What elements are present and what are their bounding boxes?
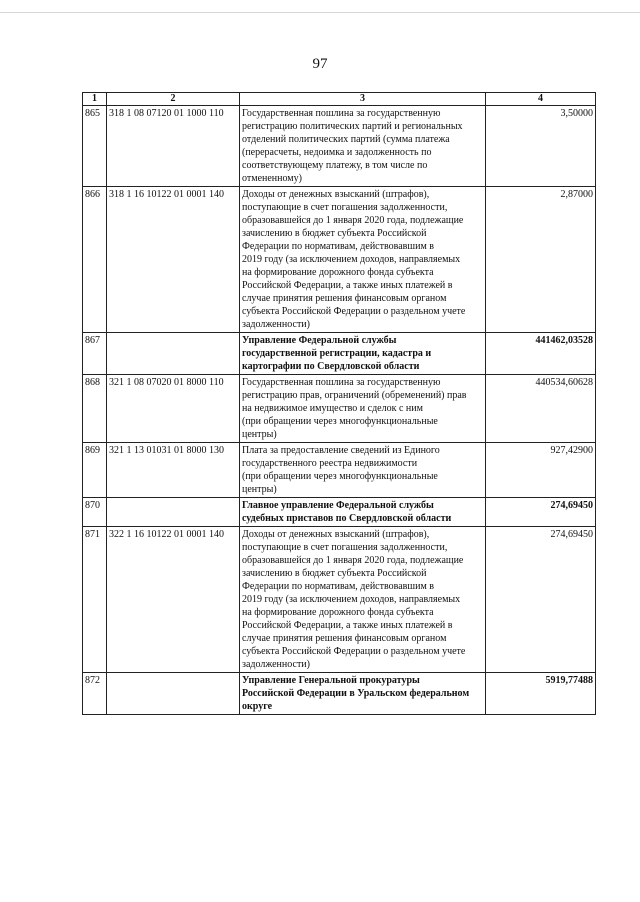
table-row <box>83 498 596 527</box>
budget-code <box>107 498 240 527</box>
row-amount: 2,87000 <box>486 187 596 333</box>
description-line: Управление Федеральной службы <box>242 335 397 346</box>
budget-table <box>82 92 596 715</box>
row-number: 866 <box>83 187 107 333</box>
description-line: зачислению в бюджет субъекта Российской <box>242 228 427 239</box>
budget-code: 321 1 13 01031 01 8000 130 <box>107 443 240 498</box>
header-row <box>83 93 596 106</box>
description-line: случае принятия решения финансовым органом <box>242 633 447 644</box>
scan-edge-line <box>0 12 640 13</box>
column-header-2: 2 <box>107 93 240 106</box>
row-description <box>240 498 486 527</box>
description-line: Плата за предоставление сведений из Единого <box>242 445 440 456</box>
row-amount: 274,69450 <box>486 527 596 673</box>
description-line: случае принятия решения финансовым органом <box>242 293 447 304</box>
description-line: соответствующему платежу, в том числе по <box>242 160 428 171</box>
table-row <box>83 443 596 498</box>
row-amount: 274,69450 <box>486 498 596 527</box>
row-amount: 927,42900 <box>486 443 596 498</box>
row-number: 865 <box>83 106 107 187</box>
table-row <box>83 673 596 715</box>
table-body <box>83 106 596 715</box>
description-line: Управление Генеральной прокуратуры <box>242 675 420 686</box>
table-row <box>83 375 596 443</box>
row-amount: 3,50000 <box>486 106 596 187</box>
budget-code: 322 1 16 10122 01 0001 140 <box>107 527 240 673</box>
row-description <box>240 527 486 673</box>
description-line: Российской Федерации, а также иных платежей в <box>242 620 453 631</box>
description-line: (при обращении через многофункциональные <box>242 416 438 427</box>
row-number: 871 <box>83 527 107 673</box>
description-line: государственного реестра недвижимости <box>242 458 418 469</box>
description-line: субъекта Российской Федерации о раздельном учете <box>242 646 466 657</box>
description-line: регистрацию политических партий и региональных <box>242 121 463 132</box>
description-line: зачислению в бюджет субъекта Российской <box>242 568 427 579</box>
description-line: задолженности) <box>242 319 310 330</box>
description-line: государственной регистрации, кадастра и <box>242 348 432 359</box>
row-number: 867 <box>83 333 107 375</box>
row-amount: 441462,03528 <box>486 333 596 375</box>
row-description <box>240 187 486 333</box>
description-line: отделений политических партий (сумма платежа <box>242 134 450 145</box>
description-line: округе <box>242 701 273 712</box>
description-line: Доходы от денежных взысканий (штрафов), <box>242 189 430 200</box>
description-line: Государственная пошлина за государственную <box>242 377 441 388</box>
description-line: поступающие в счет погашения задолженности, <box>242 542 448 553</box>
budget-code <box>107 333 240 375</box>
description-line: (при обращении через многофункциональные <box>242 471 438 482</box>
table-row <box>83 106 596 187</box>
row-amount: 440534,60628 <box>486 375 596 443</box>
row-number: 870 <box>83 498 107 527</box>
description-line: Российской Федерации, а также иных платежей в <box>242 280 453 291</box>
description-line: центры) <box>242 429 277 440</box>
description-line: на недвижимое имущество и сделок с ним <box>242 403 423 414</box>
row-description <box>240 333 486 375</box>
budget-code: 318 1 16 10122 01 0001 140 <box>107 187 240 333</box>
description-line: Государственная пошлина за государственную <box>242 108 441 119</box>
description-line: регистрацию прав, ограничений (обременений) прав <box>242 390 467 401</box>
description-line: образовавшейся до 1 января 2020 года, подлежащие <box>242 215 464 226</box>
description-line: образовавшейся до 1 января 2020 года, подлежащие <box>242 555 464 566</box>
page-number: 97 <box>312 56 328 72</box>
row-description <box>240 443 486 498</box>
description-line: судебных приставов по Свердловской области <box>242 513 452 524</box>
description-line: (перерасчеты, недоимка и задолженность по <box>242 147 432 158</box>
table-row <box>83 333 596 375</box>
row-number: 872 <box>83 673 107 715</box>
description-line: на формирование дорожного фонда субъекта <box>242 607 434 618</box>
description-line: поступающие в счет погашения задолженности, <box>242 202 448 213</box>
column-header-4: 4 <box>486 93 596 106</box>
budget-code: 321 1 08 07020 01 8000 110 <box>107 375 240 443</box>
description-line: Доходы от денежных взысканий (штрафов), <box>242 529 430 540</box>
description-line: Российской Федерации в Уральском федеральном <box>242 688 470 699</box>
description-line: Главное управление Федеральной службы <box>242 500 434 511</box>
row-description <box>240 106 486 187</box>
row-number: 868 <box>83 375 107 443</box>
column-header-3: 3 <box>240 93 486 106</box>
description-line: Федерации по нормативам, действовавшим в <box>242 581 434 592</box>
description-line: задолженности) <box>242 659 310 670</box>
column-header-1: 1 <box>83 93 107 106</box>
row-description <box>240 673 486 715</box>
table-row <box>83 527 596 673</box>
description-line: субъекта Российской Федерации о раздельном учете <box>242 306 466 317</box>
description-line: на формирование дорожного фонда субъекта <box>242 267 434 278</box>
description-line: центры) <box>242 484 277 495</box>
description-line: 2019 году (за исключением доходов, направляемых <box>242 594 461 605</box>
description-line: картографии по Свердловской области <box>242 361 420 372</box>
budget-code <box>107 673 240 715</box>
description-line: 2019 году (за исключением доходов, направляемых <box>242 254 461 265</box>
row-description <box>240 375 486 443</box>
description-line: Федерации по нормативам, действовавшим в <box>242 241 434 252</box>
row-number: 869 <box>83 443 107 498</box>
row-amount: 5919,77488 <box>486 673 596 715</box>
table-row <box>83 187 596 333</box>
budget-code: 318 1 08 07120 01 1000 110 <box>107 106 240 187</box>
description-line: отмененному) <box>242 173 302 184</box>
